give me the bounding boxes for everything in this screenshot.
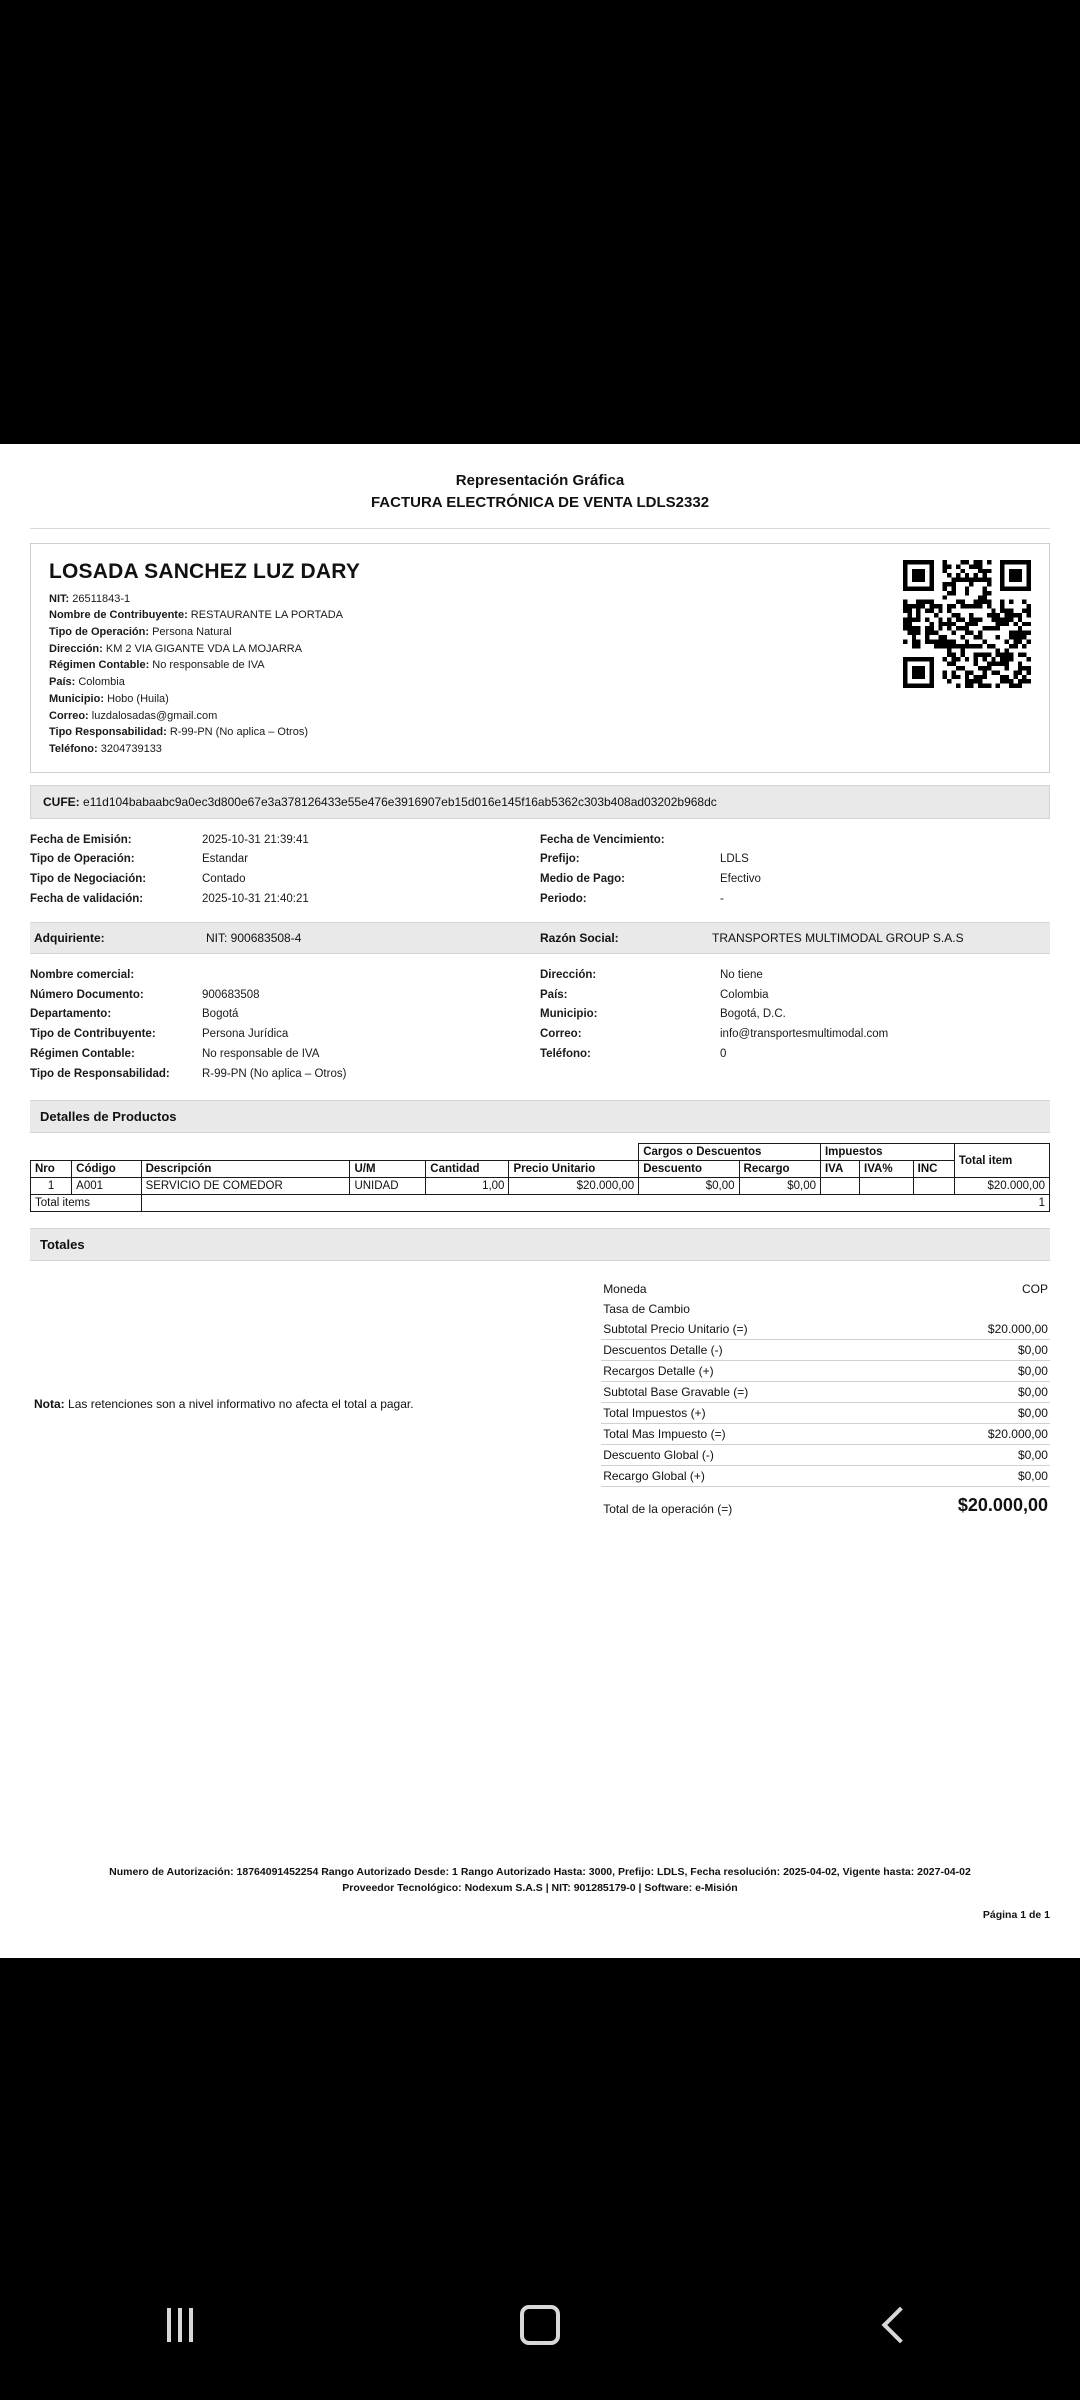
col-descripcion: Descripción (141, 1161, 350, 1178)
acquirer-value: R-99-PN (No aplica – Otros) (202, 1067, 347, 1080)
meta-label: Tipo de Operación: (30, 853, 135, 866)
acquirer-label: Tipo de Responsabilidad: (30, 1067, 170, 1080)
acquirer-band (30, 922, 1050, 954)
acquirer-value: 0 (720, 1047, 727, 1060)
group-header-cargos: Cargos o Descuentos (639, 1144, 821, 1161)
issuer-field-value: RESTAURANTE LA PORTADA (190, 609, 343, 622)
acquirer-row (30, 966, 540, 986)
col-precio-unitario: Precio Unitario (509, 1161, 639, 1178)
meta-value: Efectivo (720, 873, 761, 886)
col-iva-pct: IVA% (860, 1161, 914, 1178)
meta-value: LDLS (720, 853, 749, 866)
issuer-field (49, 657, 841, 674)
meta-label: Fecha de Vencimiento: (540, 833, 665, 846)
acquirer-row (540, 1025, 1050, 1045)
grand-total-value: $20.000,00 (957, 1495, 1048, 1516)
footer-label: Total items (31, 1195, 142, 1212)
cufe-value: e11d104babaabc9a0ec3d800e67e3a378126433e55e476e3916907eb15d016e145f16ab5362c303b408ad03202b968dc (83, 794, 717, 809)
issuer-field-label: Nombre de Contribuyente: (49, 609, 188, 622)
acquirer-label: Régimen Contable: (30, 1047, 135, 1060)
issuer-field (49, 708, 841, 725)
issuer-field (49, 724, 841, 741)
header-divider (30, 528, 1050, 529)
issuer-field (49, 691, 841, 708)
acquirer-value: No responsable de IVA (202, 1047, 320, 1060)
meta-label: Prefijo: (540, 853, 580, 866)
acquirer-details (30, 966, 1050, 1085)
total-row (601, 1382, 1050, 1403)
issuer-field-label: Dirección: (49, 642, 103, 655)
meta-value: Estandar (202, 853, 249, 866)
total-row (601, 1361, 1050, 1382)
total-label: Moneda (603, 1282, 647, 1297)
total-value: $0,00 (1017, 1385, 1048, 1400)
acquirer-row (30, 986, 540, 1006)
total-label: Descuento Global (-) (603, 1448, 714, 1463)
acquirer-value: No tiene (720, 968, 763, 981)
issuer-field-value: Persona Natural (152, 625, 232, 638)
issuer-panel (30, 543, 1050, 773)
meta-value: Contado (202, 873, 246, 886)
meta-label: Tipo de Negociación: (30, 873, 147, 886)
cell-um: UNIDAD (350, 1178, 426, 1195)
total-row (601, 1340, 1050, 1361)
acquirer-row (540, 1045, 1050, 1065)
nota-prefix: Nota: (34, 1397, 65, 1412)
products-table (30, 1143, 1050, 1212)
recent-apps-icon (167, 2308, 193, 2342)
issuer-field-label: Correo: (49, 709, 89, 722)
cufe-band (30, 785, 1050, 819)
table-row (31, 1178, 1050, 1195)
total-label: Tasa de Cambio (603, 1302, 690, 1317)
issuer-field (49, 674, 841, 691)
acquirer-label: Teléfono: (540, 1047, 591, 1060)
acquirer-row (30, 1005, 540, 1025)
meta-row (540, 890, 1050, 910)
cell-cantidad: 1,00 (426, 1178, 509, 1195)
total-row (601, 1319, 1050, 1340)
home-icon (520, 2305, 560, 2345)
total-row (601, 1424, 1050, 1445)
acquirer-row (30, 1025, 540, 1045)
total-row (601, 1299, 1050, 1319)
acquirer-value: info@transportesmultimodal.com (720, 1028, 889, 1041)
page-indicator: Página 1 de 1 (982, 1909, 1050, 1922)
total-row (601, 1466, 1050, 1487)
meta-row (30, 890, 540, 910)
issuer-field-value: KM 2 VIA GIGANTE VDA LA MOJARRA (105, 642, 303, 655)
col-recargo: Recargo (739, 1161, 820, 1178)
acquirer-value: Colombia (720, 988, 769, 1001)
acquirer-band-left (34, 931, 540, 945)
issuer-field-label: País: (49, 676, 76, 689)
issuer-field-label: Teléfono: (49, 742, 98, 755)
group-header-total-item: Total item (954, 1144, 1049, 1178)
issuer-field-value: luzdalosadas@gmail.com (91, 709, 218, 722)
home-button[interactable] (480, 2280, 600, 2370)
back-button[interactable] (840, 2280, 960, 2370)
invoice-meta (30, 831, 1050, 910)
issuer-field-value: Colombia (78, 676, 125, 689)
total-row (601, 1445, 1050, 1466)
cell-descuento: $0,00 (639, 1178, 739, 1195)
android-nav-bar (0, 2250, 1080, 2400)
qr-code (841, 560, 1031, 688)
totals-list (601, 1279, 1050, 1519)
issuer-field (49, 591, 841, 608)
nota-text (30, 1279, 601, 1519)
issuer-field-value: Hobo (Huila) (107, 692, 169, 705)
issuer-field (49, 624, 841, 641)
total-label: Total Mas Impuesto (=) (603, 1427, 726, 1442)
totals-area (30, 1279, 1050, 1519)
total-label: Descuentos Detalle (-) (603, 1343, 723, 1358)
acquirer-band-right-value: TRANSPORTES MULTIMODAL GROUP S.A.S (712, 930, 964, 945)
acquirer-label: Dirección: (540, 968, 597, 981)
issuer-field-value: R-99-PN (No aplica – Otros) (169, 726, 308, 739)
issuer-field-label: NIT: (49, 592, 70, 605)
acquirer-details-right (540, 966, 1050, 1085)
acquirer-label: Tipo de Contribuyente: (30, 1028, 156, 1041)
acquirer-row (30, 1065, 540, 1085)
document-header-line2: FACTURA ELECTRÓNICA DE VENTA LDLS2332 (370, 493, 710, 511)
grand-total-label: Total de la operación (=) (603, 1502, 733, 1517)
acquirer-label: Departamento: (30, 1008, 112, 1021)
issuer-field (49, 641, 841, 658)
total-value: $20.000,00 (987, 1322, 1048, 1337)
table-footer-row (31, 1195, 1050, 1212)
recent-apps-button[interactable] (120, 2280, 240, 2370)
meta-row (30, 870, 540, 890)
acquirer-value: Bogotá (202, 1008, 239, 1021)
total-label: Subtotal Precio Unitario (=) (603, 1322, 748, 1337)
col-cantidad: Cantidad (426, 1161, 509, 1178)
acquirer-row (540, 1005, 1050, 1025)
issuer-field-label: Tipo Responsabilidad: (49, 726, 167, 739)
acquirer-label: Nombre comercial: (30, 968, 135, 981)
footer-line1: Numero de Autorización: 18764091452254 Rango Autorizado Desde: 1 Rango Autorizado Hasta: 3000, Prefijo: LDLS, Fecha resolución: 2025-04-02, Vigente hasta: 2027-04-02 (109, 1865, 971, 1878)
meta-label: Fecha de validación: (30, 892, 144, 905)
acquirer-value: 900683508 (202, 988, 260, 1001)
meta-row (30, 850, 540, 870)
total-label: Recargos Detalle (+) (603, 1364, 714, 1379)
meta-value (720, 831, 1050, 851)
document-header-line1: Representación Gráfica (455, 472, 625, 489)
acquirer-label: Número Documento: (30, 988, 144, 1001)
acquirer-band-left-value: NIT: 900683508-4 (206, 930, 302, 945)
issuer-field-label: Municipio: (49, 692, 104, 705)
total-row (601, 1279, 1050, 1299)
meta-row (540, 870, 1050, 890)
meta-value: - (720, 892, 724, 905)
total-value: $0,00 (1017, 1448, 1048, 1463)
products-header-row (31, 1161, 1050, 1178)
total-label: Subtotal Base Gravable (=) (603, 1385, 749, 1400)
cell-precio-unitario: $20.000,00 (509, 1178, 639, 1195)
total-value: COP (1021, 1282, 1048, 1297)
acquirer-band-left-label: Adquiriente: (34, 930, 105, 945)
col-inc: INC (913, 1161, 954, 1178)
nota-body: Las retenciones son a nivel informativo no afecta el total a pagar. (68, 1397, 414, 1412)
issuer-name: LOSADA SANCHEZ LUZ DARY (49, 559, 361, 583)
col-iva: IVA (820, 1161, 859, 1178)
issuer-field-label: Régimen Contable: (49, 659, 150, 672)
acquirer-details-left (30, 966, 540, 1085)
cell-total-item: $20.000,00 (954, 1178, 1049, 1195)
meta-row (30, 831, 540, 851)
acquirer-band-right-label: Razón Social: (540, 930, 619, 945)
meta-row (540, 831, 1050, 851)
invoice-meta-left (30, 831, 540, 910)
acquirer-row (540, 966, 1050, 986)
group-header-impuestos: Impuestos (820, 1144, 954, 1161)
products-group-header-row (31, 1144, 1050, 1161)
acquirer-value: Bogotá, D.C. (720, 1008, 786, 1021)
cell-nro: 1 (31, 1178, 72, 1195)
footer-line2: Proveedor Tecnológico: Nodexum S.A.S | NIT: 901285179-0 | Software: e-Misión (342, 1882, 738, 1895)
meta-label: Periodo: (540, 892, 587, 905)
total-value: $0,00 (1017, 1469, 1048, 1484)
meta-label: Medio de Pago: (540, 873, 625, 886)
issuer-field-value: 3204739133 (100, 742, 162, 755)
issuer-field (49, 607, 841, 624)
total-label: Recargo Global (+) (603, 1469, 705, 1484)
invoice-document (0, 444, 1080, 1958)
cell-descripcion: SERVICIO DE COMEDOR (141, 1178, 350, 1195)
acquirer-row (540, 986, 1050, 1006)
document-footer (30, 1864, 1050, 1924)
acquirer-label: Municipio: (540, 1008, 598, 1021)
col-codigo: Código (72, 1161, 141, 1178)
invoice-meta-right (540, 831, 1050, 910)
total-row (601, 1403, 1050, 1424)
cell-iva-pct (860, 1178, 914, 1195)
total-value: $0,00 (1017, 1406, 1048, 1421)
issuer-field-value: No responsable de IVA (152, 659, 265, 672)
products-section-title: Detalles de Productos (30, 1100, 1050, 1133)
col-descuento: Descuento (639, 1161, 739, 1178)
meta-value: 2025-10-31 21:40:21 (202, 892, 309, 905)
cell-recargo: $0,00 (739, 1178, 820, 1195)
total-value: $20.000,00 (987, 1427, 1048, 1442)
issuer-field (49, 741, 841, 758)
totals-section-title: Totales (30, 1228, 1050, 1261)
cell-codigo: A001 (72, 1178, 141, 1195)
cell-inc (913, 1178, 954, 1195)
issuer-fields (49, 591, 841, 758)
footer-value: 1 (141, 1195, 1049, 1212)
col-um: U/M (350, 1161, 426, 1178)
issuer-field-value: 26511843-1 (72, 592, 131, 605)
total-value: $0,00 (1017, 1343, 1048, 1358)
acquirer-label: País: (540, 988, 568, 1001)
document-header (30, 470, 1050, 514)
acquirer-value: Persona Jurídica (202, 1028, 289, 1041)
cell-iva (820, 1178, 859, 1195)
acquirer-band-right (540, 931, 1046, 945)
acquirer-value (202, 966, 540, 986)
acquirer-row (30, 1045, 540, 1065)
grand-total-row (601, 1487, 1050, 1519)
cufe-label: CUFE: (43, 794, 80, 809)
meta-value: 2025-10-31 21:39:41 (202, 833, 309, 846)
col-nro: Nro (31, 1161, 72, 1178)
issuer-field-label: Tipo de Operación: (49, 625, 150, 638)
back-icon (882, 2307, 919, 2344)
total-label: Total Impuestos (+) (603, 1406, 706, 1421)
meta-row (540, 850, 1050, 870)
acquirer-label: Correo: (540, 1028, 582, 1041)
meta-label: Fecha de Emisión: (30, 833, 132, 846)
total-value: $0,00 (1017, 1364, 1048, 1379)
